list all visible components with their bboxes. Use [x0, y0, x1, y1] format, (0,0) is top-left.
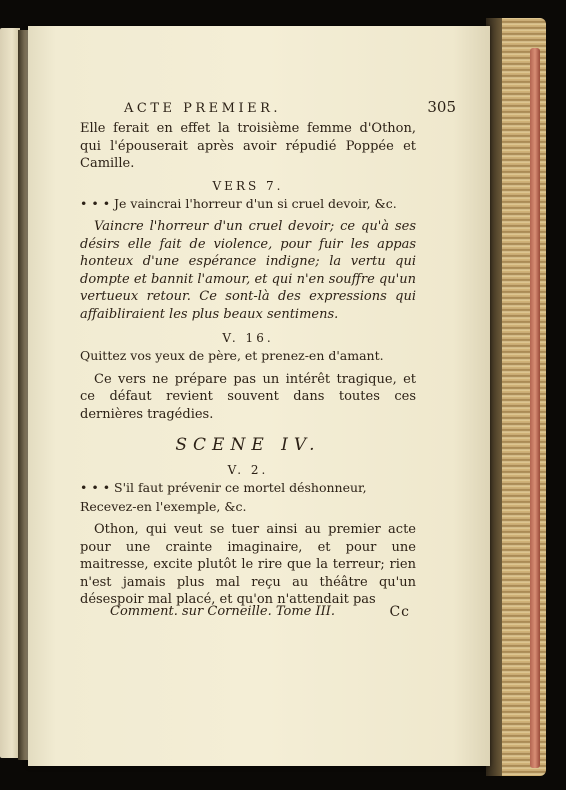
verse-heading-7: VERS 7.	[212, 178, 284, 193]
page-footer	[110, 604, 410, 620]
quote-verse-7: • • • Je vaincrai l'horreur d'un si cruel devoir, &c.	[80, 195, 397, 211]
running-header	[124, 98, 456, 116]
verse-heading-16: V. 16.	[222, 331, 274, 345]
paragraph-4: Othon, qui veut se tuer ainsi au premier acte pour une crainte imaginaire, et pour une maitresse, excite plutôt le rire que la terreur; rien n'est jamais plus mal reçu au théâtre qu'un désespoir mal placé, et qu'on n'attendait pas	[80, 522, 416, 607]
paragraph-2: Vaincre l'horreur d'un cruel devoir; ce qu'à ses désirs elle fait de violence, pour fuir les appas honteux d'une espérance indigne; la vertu qui dompte et bannit l'amour, et qui n'en souffre qu'un vertueux retour. Ce sont-là des expressions qui affaibliraient les plus beaux sentimens.	[80, 219, 416, 322]
paragraph-3: Ce vers ne prépare pas un intérêt tragique, et ce défaut revient souvent dans toutes ces dernières tragédies.	[80, 371, 416, 422]
scene-heading: SCENE IV.	[175, 435, 321, 455]
book-page	[28, 26, 490, 766]
quote-verse-2a: • • • S'il faut prévenir ce mortel déshonneur,	[80, 480, 367, 495]
red-ribbon-edge	[530, 48, 540, 768]
verse-heading-2: V. 2.	[227, 463, 269, 477]
running-title: ACTE PREMIER.	[124, 101, 282, 116]
facing-page-edge	[0, 28, 20, 758]
page-number: 305	[427, 98, 456, 116]
footer-reference: Comment. sur Corneille. Tome III.	[110, 604, 336, 619]
book-fore-edge	[486, 18, 546, 776]
signature-mark: Cc	[389, 604, 410, 620]
page-text-block	[80, 98, 456, 609]
paragraph-1: Elle ferait en effet la troisième femme d'Othon, qui l'épouserait après avoir répudié Poppée et Camille.	[80, 121, 416, 171]
quote-verse-16: Quittez vos yeux de père, et prenez-en d'amant.	[80, 348, 384, 363]
quote-verse-2b: Recevez-en l'exemple, &c.	[80, 498, 247, 514]
